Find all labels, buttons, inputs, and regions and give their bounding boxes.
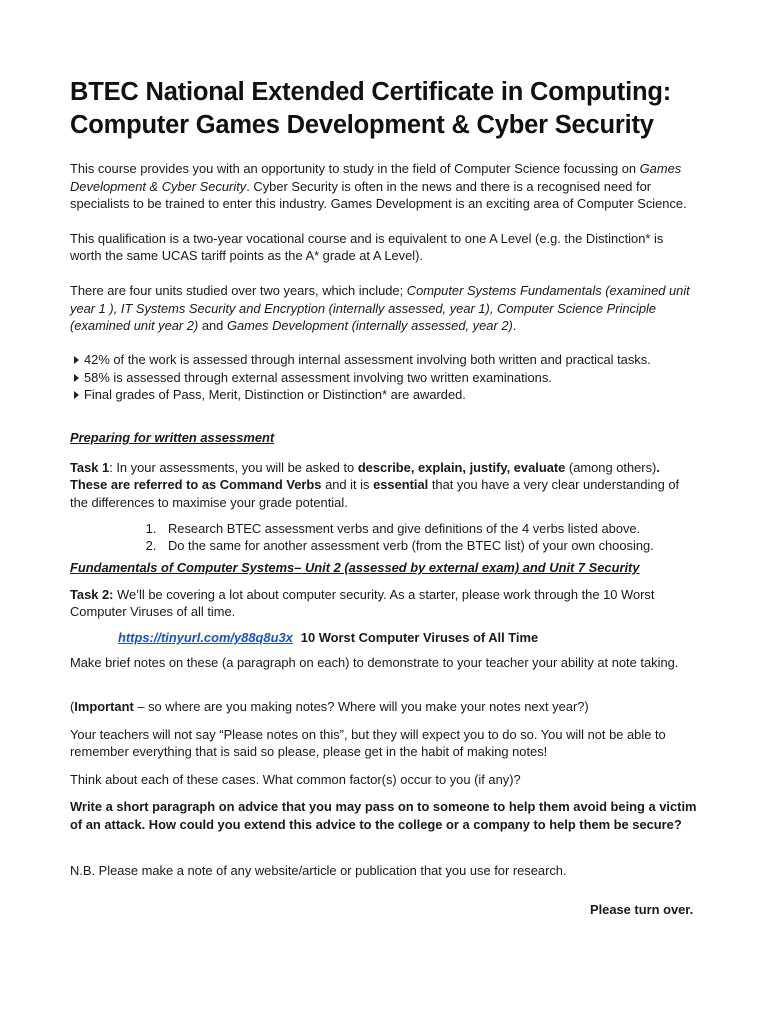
- triangle-bullet-icon: [74, 391, 79, 399]
- important-text: – so where are you making notes? Where will you make your notes next year?): [133, 699, 589, 715]
- task-2-paragraph: [70, 586, 698, 621]
- intro-p1-text-a: This course provides you with an opportunity to study in the field of Computer Science focussing on: [70, 161, 640, 176]
- bullet-text: Final grades of Pass, Merit, Distinction or Distinction* are awarded.: [84, 387, 466, 403]
- nb-paragraph: N.B. Please make a note of any website/article or publication that you use for research.: [70, 862, 567, 878]
- intro-p1-italic: Games Development & Cyber Security: [70, 161, 682, 194]
- think-paragraph: Think about each of these cases. What common factor(s) occur to you (if any)?: [70, 771, 521, 787]
- virus-link-title: 10 Worst Computer Viruses of All Time: [300, 629, 539, 645]
- command-verbs-term: Command Verbs: [219, 477, 322, 493]
- teachers-paragraph: Your teachers will not say “Please notes on this”, but they will expect you to do so. You will not be able to remember everything that is said so please, please get in the habit of making notes!: [70, 726, 666, 760]
- triangle-bullet-icon: [74, 356, 79, 364]
- write-paragraph: Write a short paragraph on advice that you may pass on to someone to help them avoid being a victim of an attack. How could you extend this advice to the college or a company to help them be secure?: [70, 799, 697, 833]
- task-1-paragraph: [70, 459, 698, 512]
- task-2-label: Task 2:: [70, 586, 114, 602]
- task-1-text-d: and it is: [321, 477, 374, 493]
- title-line-2: Computer Games Development & Cyber Security: [70, 111, 654, 139]
- notes-paragraph: Make brief notes on these (a paragraph on each) to demonstrate to your teacher your ability at note taking.: [70, 655, 679, 671]
- virus-link[interactable]: https://tinyurl.com/y88q8u3x: [118, 629, 293, 645]
- intro-paragraph-1: [70, 160, 698, 213]
- important-label: Important: [74, 699, 134, 715]
- task-1-text-a: : In your assessments, you will be asked to: [109, 459, 358, 475]
- section-heading-written-assessment: Preparing for written assessment: [70, 430, 275, 446]
- task-1-text-e: that you have a very clear understanding of the differences to maximise your grade potential.: [70, 477, 680, 510]
- important-open-paren: (: [70, 699, 75, 715]
- numbered-item: 1. Research BTEC assessment verbs and give definitions of the 4 verbs listed above.: [160, 520, 698, 538]
- virus-link-row: [70, 629, 698, 647]
- essential-term: essential: [373, 477, 429, 493]
- intro-paragraph-2: This qualification is a two-year vocational course and is equivalent to one A Level (e.g. the Distinction* is worth the same UCAS tariff points as the A* grade at A Level).: [70, 230, 664, 264]
- triangle-bullet-icon: [74, 374, 79, 382]
- intro-p1-text-b: . Cyber Security is often in the news and there is a recognised need for specialists to be trained to enter this industry. Games Development is an exciting area of Computer Science.: [70, 178, 687, 212]
- bullet-item: [70, 386, 698, 404]
- intro-p3-text-a: There are four units studied over two years, which include;: [70, 282, 407, 298]
- task-1-text-b: (among others): [565, 459, 657, 475]
- bullet-text: 58% is assessed through external assessment involving two written examinations.: [84, 369, 552, 385]
- page-title: [70, 76, 698, 142]
- intro-p3-and: and: [198, 318, 227, 334]
- task-1-label: Task 1: [70, 459, 110, 475]
- task-1-text-c: . These are referred to as: [70, 459, 660, 493]
- intro-p3-units-italic: Computer Systems Fundamentals (examined unit year 1 ), IT Systems Security and Encryption (internally assessed, year 1), Computer Science Principle (examined unit year 2): [70, 282, 690, 334]
- section-heading-fundamentals: Fundamentals of Computer Systems– Unit 2 (assessed by external exam) and Unit 7 Security: [70, 560, 640, 576]
- intro-paragraph-3: [70, 282, 698, 335]
- important-paragraph: [70, 698, 698, 716]
- task-1-numbered-list: [70, 520, 698, 556]
- turn-over-note: Please turn over.: [590, 902, 694, 917]
- command-verbs-list: describe, explain, justify, evaluate: [357, 459, 566, 475]
- numbered-item: 2. Do the same for another assessment verb (from the BTEC list) of your own choosing.: [160, 537, 698, 555]
- bullet-item: [70, 351, 698, 369]
- intro-p3-end: .: [512, 318, 517, 334]
- bullet-item: [70, 369, 698, 387]
- task-2-text: We’ll be covering a lot about computer security. As a starter, please work through the 10 Worst Computer Viruses of all time.: [70, 586, 655, 620]
- assessment-bullet-list: [70, 351, 698, 404]
- title-line-1: BTEC National Extended Certificate in Computing:: [70, 78, 672, 106]
- bullet-text: 42% of the work is assessed through internal assessment involving both written and practical tasks.: [84, 351, 651, 367]
- intro-p3-games-italic: Games Development (internally assessed, year 2): [226, 318, 513, 334]
